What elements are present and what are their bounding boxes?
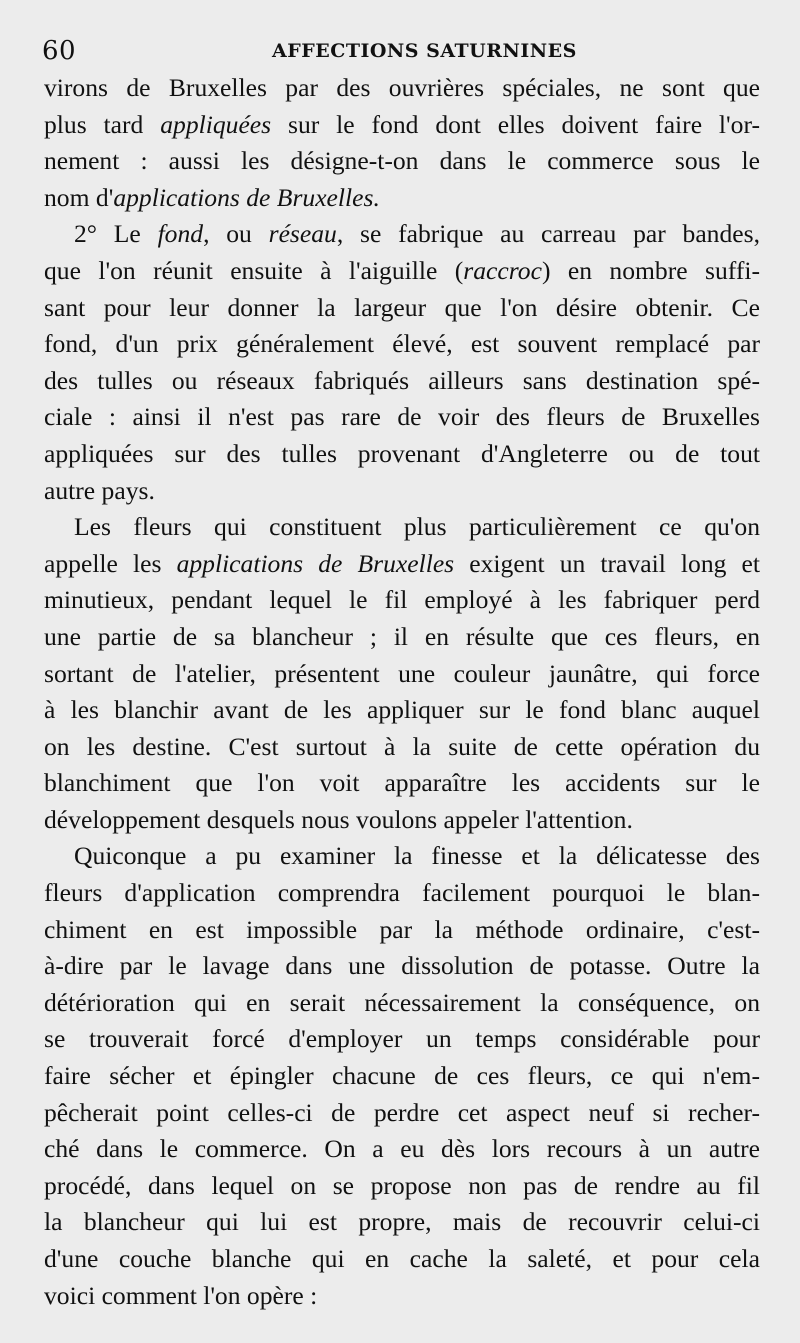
paragraph: [44, 838, 760, 1314]
text-segment: nom d': [44, 182, 114, 212]
text-segment: 2° Le: [74, 219, 158, 249]
text-line: [44, 326, 760, 363]
italic-text: fond: [157, 219, 204, 249]
text-line: [44, 912, 760, 949]
text-segment: chiment en est impossible par la méthode ordinaire, c'est-: [44, 914, 760, 944]
text-line: [44, 290, 760, 327]
text-line: [44, 765, 760, 802]
text-line: [44, 1095, 760, 1132]
text-segment: plus tard: [44, 109, 161, 139]
text-line: [44, 546, 760, 583]
text-line: [44, 473, 760, 510]
text-line: [44, 802, 760, 839]
text-segment: fond, d'un prix généralement élevé, est souvent remplacé par: [44, 329, 760, 359]
text-line: [44, 1241, 760, 1278]
text-segment: ciale : ainsi il n'est pas rare de voir des fleurs de Bruxelles: [44, 402, 760, 432]
text-segment: on les destine. C'est surtout à la suite de cette opération du: [44, 731, 760, 761]
italic-text: raccroc: [463, 255, 542, 285]
text-segment: virons de Bruxelles par des ouvrières spéciales, ne sont que: [44, 73, 760, 102]
text-segment: faire sécher et épingler chacune de ces fleurs, ce qui n'em-: [44, 1061, 760, 1091]
text-line: [44, 1278, 760, 1315]
text-line: [44, 656, 760, 693]
text-segment: sur le fond dont elles doivent faire l'or-: [271, 109, 760, 139]
italic-text: applications de Bruxelles.: [113, 182, 380, 212]
text-line: [44, 1168, 760, 1205]
text-line: [44, 436, 760, 473]
text-segment: pêcherait point celles-ci de perdre cet aspect neuf si recher-: [44, 1097, 760, 1127]
text-line: [44, 692, 760, 729]
body-text: [44, 70, 760, 1314]
text-segment: sant pour leur donner la largeur que l'on désire obtenir. Ce: [44, 292, 760, 322]
italic-text: réseau: [268, 219, 337, 249]
text-line: [44, 582, 760, 619]
text-segment: détérioration qui en serait nécessairement la conséquence, on: [44, 987, 760, 1017]
text-segment: nement : aussi les désigne-t-on dans le commerce sous le: [44, 146, 760, 176]
text-segment: minutieux, pendant lequel le fil employé à les fabriquer perd: [44, 585, 760, 615]
text-line: [44, 107, 760, 144]
text-segment: d'une couche blanche qui en cache la saleté, et pour cela: [44, 1244, 760, 1273]
text-line: [44, 838, 760, 875]
paragraph: [44, 509, 760, 838]
page-number: 60: [42, 36, 77, 66]
text-line: [44, 1131, 760, 1168]
text-segment: Les fleurs qui constituent plus particulièrement ce qu'on: [74, 512, 760, 542]
text-segment: blanchiment que l'on voit apparaître les accidents sur le: [44, 768, 760, 798]
text-segment: , se fabrique au carreau par bandes,: [336, 219, 760, 249]
text-segment: la blancheur qui lui est propre, mais de recouvrir celui-ci: [44, 1207, 760, 1237]
text-segment: une partie de sa blancheur ; il en résulte que ces fleurs, en: [44, 621, 760, 651]
text-line: [44, 143, 760, 180]
text-segment: ) en nombre suffi-: [541, 255, 760, 285]
text-line: [44, 619, 760, 656]
paragraph: [44, 216, 760, 509]
text-segment: des tulles ou réseaux fabriqués ailleurs sans destination spé-: [44, 365, 760, 395]
italic-text: applications de Bruxelles: [176, 548, 455, 578]
text-segment: exigent un travail long et: [454, 548, 761, 578]
text-line: [44, 253, 760, 290]
text-line: [44, 875, 760, 912]
page-header: [42, 36, 762, 66]
text-line: [44, 1021, 760, 1058]
text-segment: ché dans le commerce. On a eu dès lors recours à un autre: [44, 1134, 760, 1164]
text-line: [44, 399, 760, 436]
text-segment: que l'on réunit ensuite à l'aiguille (: [44, 255, 464, 285]
text-segment: procédé, dans lequel on se propose non pas de rendre au fil: [44, 1170, 760, 1200]
text-line: [44, 70, 760, 107]
text-line: [44, 216, 760, 253]
text-segment: autre pays.: [44, 475, 155, 505]
text-segment: se trouverait forcé d'employer un temps considérable pour: [44, 1024, 760, 1054]
text-segment: appliquées sur des tulles provenant d'Angleterre ou de tout: [44, 438, 760, 468]
text-segment: à les blanchir avant de les appliquer sur le fond blanc auquel: [44, 695, 760, 725]
text-segment: développement desquels nous voulons appeler l'attention.: [44, 804, 633, 834]
text-segment: voici comment l'on opère :: [44, 1280, 318, 1310]
text-segment: , ou: [203, 219, 269, 249]
paragraph: [44, 70, 760, 216]
text-segment: Quiconque a pu examiner la finesse et la délicatesse des: [74, 841, 760, 871]
text-segment: à-dire par le lavage dans une dissolution de potasse. Outre la: [44, 951, 760, 981]
italic-text: appliquées: [160, 109, 272, 139]
text-segment: fleurs d'application comprendra facilement pourquoi le blan-: [44, 878, 760, 908]
text-line: [44, 1204, 760, 1241]
text-line: [44, 363, 760, 400]
text-line: [44, 729, 760, 766]
text-segment: sortant de l'atelier, présentent une couleur jaunâtre, qui force: [44, 658, 760, 688]
text-segment: appelle les: [44, 548, 177, 578]
text-line: [44, 985, 760, 1022]
text-line: [44, 948, 760, 985]
text-line: [44, 1058, 760, 1095]
text-line: [44, 509, 760, 546]
running-head: AFFECTIONS SATURNINES: [272, 40, 577, 62]
text-line: [44, 180, 760, 217]
